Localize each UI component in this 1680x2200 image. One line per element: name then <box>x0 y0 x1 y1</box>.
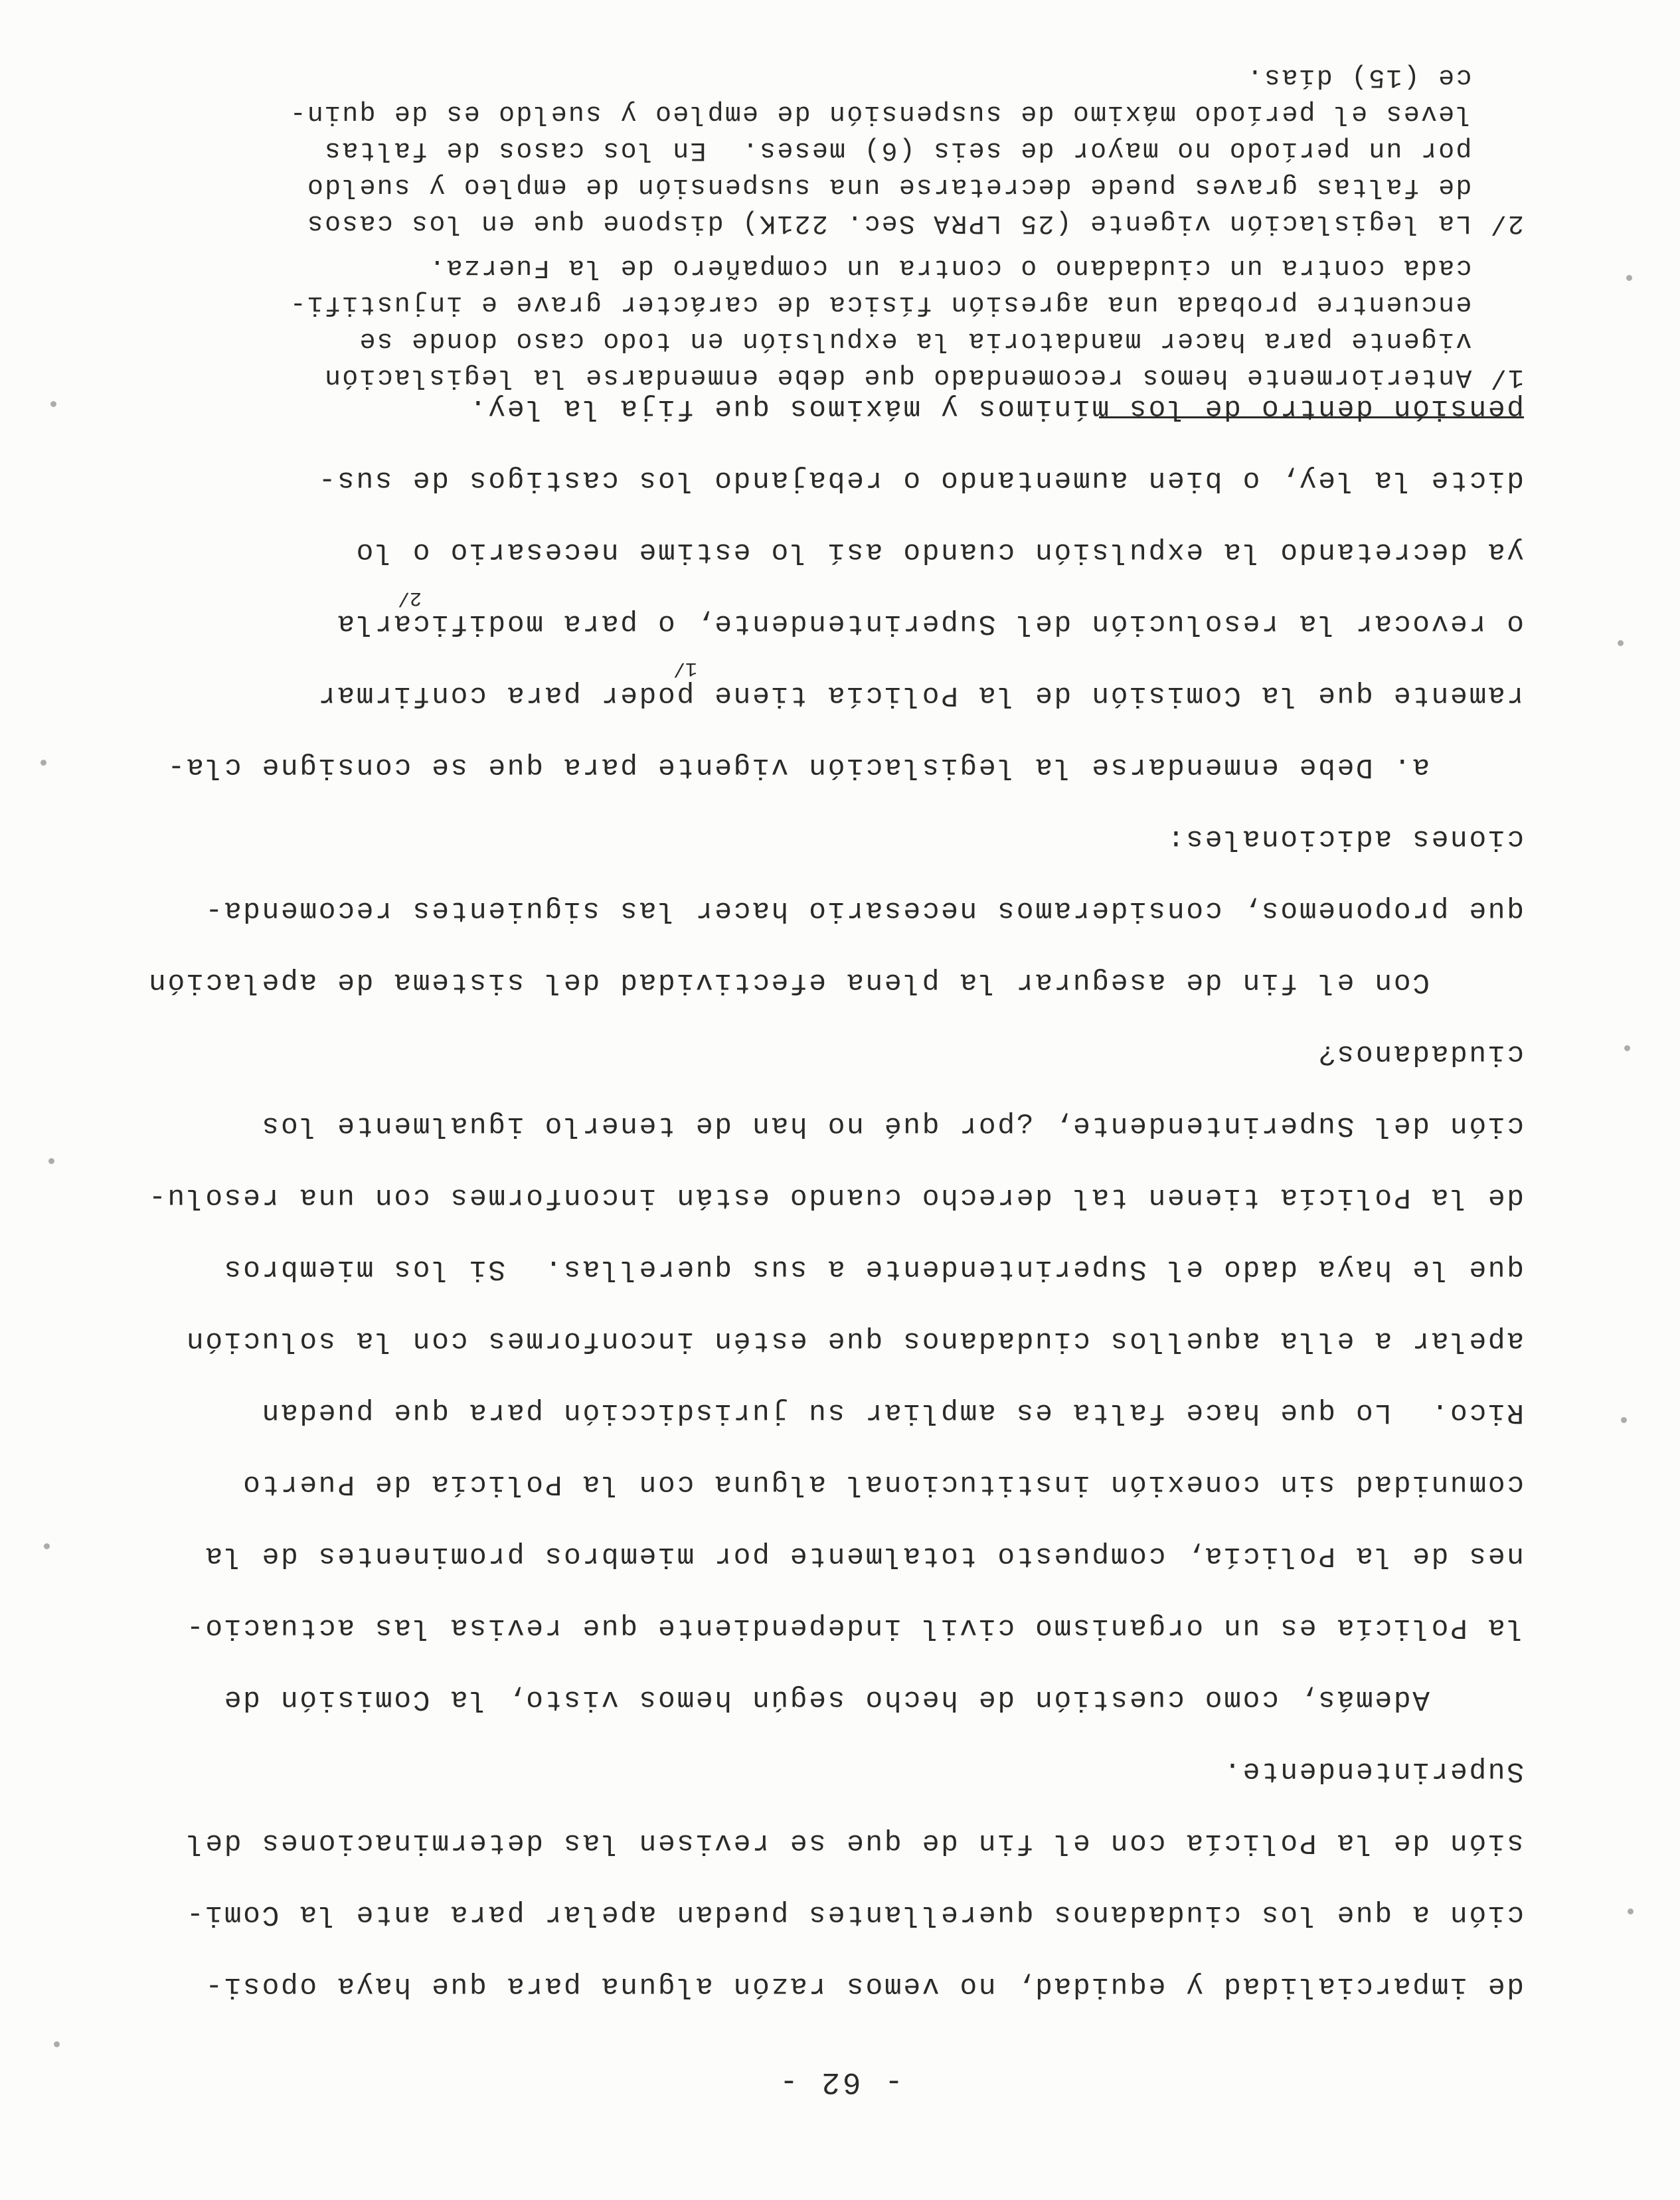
text-line: ciones adicionales: <box>1165 823 1524 855</box>
scan-speck <box>41 760 46 766</box>
text-line: Rico. Lo que hace falta es ampliar su jurisdicción para que puedan <box>260 1396 1524 1429</box>
footnotes <box>110 58 1524 395</box>
scan-speck <box>1621 1417 1627 1423</box>
footnote-line <box>110 95 1524 131</box>
body-text <box>110 373 1524 2022</box>
text-line: nes de la Policía, compuesto totalmente por miembros prominentes de la <box>203 1540 1524 1572</box>
text-line: o revocar la resolución del Superintendente, o para modificarla <box>335 608 1524 640</box>
text-line: ya decretando la expulsión cuando así lo estime necesario o lo <box>354 536 1524 568</box>
footnote-text: por un período no mayor de seis (6) meses. En los casos de faltas <box>323 135 1472 165</box>
text-line: ramente que la Comisión de la Policía tiene poder para confirmar <box>317 679 1524 712</box>
text-line: a. Debe enmendarse la legislación vigente para que se consigne cla- <box>165 751 1524 784</box>
footnote-2 <box>110 58 1524 241</box>
footnote-text: de faltas graves puede decretarse una suspensión de empleo y sueldo <box>305 171 1472 201</box>
text-line: Superintendente. <box>1222 1755 1524 1788</box>
footnote-marker: 1/ <box>1489 362 1524 392</box>
footnote-line <box>110 58 1524 95</box>
text-line: de la Policía tienen tal derecho cuando están inconformes con una resolu- <box>147 1181 1524 1214</box>
footnote-line <box>110 359 1524 395</box>
footnote-marker: 2/ <box>1489 208 1524 238</box>
scan-speck <box>1618 640 1624 646</box>
footnote-text: La legislación vigente (25 LPRA Sec. 221K) dispone que en los casos <box>305 208 1472 238</box>
text-line: la Policía es un organismo civil independiente que revisa las actuacio- <box>185 1612 1524 1644</box>
footnote-text: encuentre probada una agresión física de carácter grave e injustifi- <box>288 289 1472 319</box>
footnote-line <box>110 168 1524 205</box>
footnote-text: vigente para hacer mandatoria la expulsión en todo caso donde se <box>358 325 1472 355</box>
scan-speck <box>50 401 56 407</box>
scan-speck <box>54 2041 60 2047</box>
footnote-text: ce (15) días. <box>1245 62 1472 92</box>
scan-speck <box>1628 1908 1634 1914</box>
text-line: ción del Superintendente, ¿por qué no han de tenerlo igualmente los <box>260 1110 1524 1142</box>
footnote-text: Anteriormente hemos recomendado que debe enmendarse la legislación <box>323 362 1472 392</box>
footnote-text: leves el período máximo de suspensión de empleo y sueldo es de quin- <box>288 98 1472 128</box>
footnote-1 <box>110 249 1524 395</box>
text-line: ciudadanos? <box>1316 1038 1524 1070</box>
text-line: sión de la Policía con el fin de que se revisen las determinaciones del <box>185 1827 1524 1859</box>
footnote-ref-2: 2/ <box>397 586 422 609</box>
scan-speck <box>44 1543 50 1549</box>
text-line: pensión dentro de los mínimos y máximos que fija la ley. <box>467 392 1524 425</box>
text-line: apelar a ella aquellos ciudadanos que estén inconformes con la solución <box>185 1325 1524 1357</box>
footnote-text: cada contra un ciudadano o contra un compañero de la Fuerza. <box>428 252 1472 282</box>
text-line: que le haya dado el Superintendente a sus querellas. Si los miembros <box>222 1253 1524 1286</box>
page-number: - 62 - <box>777 2065 903 2099</box>
footnote-rule <box>1099 416 1524 418</box>
footnote-line <box>110 322 1524 359</box>
footnote-line <box>110 286 1524 322</box>
scan-speck <box>48 1158 54 1164</box>
text-line: de imparcialidad y equidad, no vemos razón alguna para que haya oposi- <box>203 1970 1524 2003</box>
text-line: comunidad sin conexión institucional alguna con la Policía de Puerto <box>241 1468 1524 1501</box>
text-line: Con el fin de asegurar la plena efectividad del sistema de apelación <box>147 966 1524 999</box>
text-line: que proponemos, consideramos necesario hacer las siguientes recomenda- <box>203 894 1524 927</box>
scan-speck <box>1626 275 1632 281</box>
footnote-line <box>110 249 1524 286</box>
footnote-line <box>110 131 1524 168</box>
text-line: dicte la ley, o bien aumentando o rebajando los castigos de sus- <box>317 464 1524 497</box>
footnote-line <box>110 205 1524 241</box>
text-line: Además, como cuestión de hecho según hemos visto, la Comisión de <box>222 1683 1524 1716</box>
footnote-ref-1: 1/ <box>673 657 697 679</box>
scan-speck <box>1624 1045 1630 1051</box>
text-line: ción a que los ciudadanos querellantes puedan apelar para ante la Comi- <box>185 1899 1524 1931</box>
